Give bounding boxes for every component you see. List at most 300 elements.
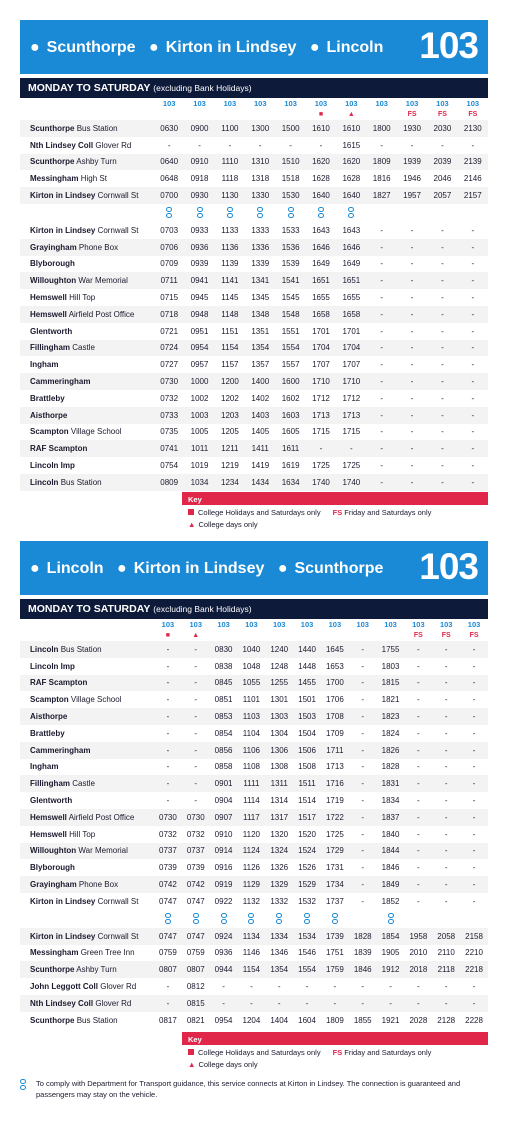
stop-detail: Bus Station (60, 477, 102, 487)
departure-time: 1849 (377, 876, 405, 893)
departure-time: 1132 (242, 896, 260, 906)
departure-time: - (444, 896, 448, 906)
departure-time: 1844 (377, 843, 405, 860)
stop-town: John Leggott Coll (30, 982, 98, 992)
departure-time: - (380, 225, 384, 235)
connection-empty (404, 910, 432, 928)
departure-time: 1704 (336, 340, 366, 357)
departure-time: 1117 (237, 809, 265, 826)
departure-time: 1311 (265, 775, 293, 792)
departure-time: 0747 (182, 928, 210, 945)
stop-name (20, 356, 154, 373)
departure-time: 1751 (325, 948, 344, 958)
timetable-row (20, 995, 488, 1012)
departure-time: 1320 (270, 829, 289, 839)
departure-time: - (410, 461, 414, 471)
departure-time: 0858 (214, 762, 233, 772)
header-spacer (20, 109, 154, 120)
stop-town: Hemswell (30, 829, 67, 839)
connection-chain-icon (237, 910, 265, 928)
departure-time: 1136 (215, 239, 245, 256)
service-marker: FS (441, 632, 451, 639)
departure-time: 1508 (298, 762, 316, 772)
departure-time: - (441, 427, 444, 437)
departure-time: - (460, 809, 488, 826)
timetable-row (20, 440, 488, 457)
stop-detail: Castle (72, 343, 95, 353)
stop-detail: Bus Station (76, 1015, 118, 1025)
departure-time: 0815 (182, 995, 210, 1012)
departure-time: 0941 (184, 272, 214, 289)
departure-time: 1403 (245, 407, 275, 424)
departure-time: - (444, 982, 448, 992)
inbound-route-title (30, 560, 392, 578)
service-number-header: 103 (466, 99, 480, 108)
departure-time: - (397, 373, 427, 390)
departure-time: 1326 (270, 863, 289, 873)
departure-time: - (471, 326, 475, 336)
departure-time: - (265, 995, 293, 1012)
departure-time: 1148 (215, 306, 245, 323)
departure-time: 0856 (210, 742, 238, 759)
departure-time: 1532 (298, 896, 316, 906)
departure-time: 1824 (381, 728, 400, 738)
departure-time: 0900 (184, 120, 214, 137)
departure-time: 0730 (154, 809, 182, 826)
service-number-header: 103 (467, 620, 481, 629)
departure-time: 1139 (221, 259, 239, 269)
bullet-icon: ● (309, 39, 320, 56)
departure-time: - (458, 340, 488, 357)
departure-time: 1834 (381, 796, 400, 806)
service-number-header: 103 (345, 99, 358, 108)
departure-time: 0807 (182, 961, 210, 978)
departure-time: - (471, 259, 475, 269)
departure-time: 1529 (293, 876, 321, 893)
stop-town: Brattleby (30, 393, 65, 403)
departure-time: 1725 (342, 461, 361, 471)
departure-time: 0721 (160, 326, 179, 336)
stop-detail: Phone Box (78, 242, 119, 252)
departure-time: - (458, 272, 488, 289)
departure-time: 1715 (342, 427, 361, 437)
departure-time: - (166, 728, 170, 738)
departure-time: - (404, 809, 432, 826)
key-title: Key (182, 1032, 488, 1045)
departure-time: 1524 (293, 843, 321, 860)
departure-time: 2018 (404, 961, 432, 978)
departure-time: 1815 (377, 675, 405, 692)
departure-time: 0724 (154, 340, 184, 357)
departure-time: 1500 (275, 120, 305, 137)
service-number-header: 103 (314, 99, 328, 108)
departure-time: - (471, 393, 475, 403)
departure-time: - (410, 225, 414, 235)
departure-time: 1518 (281, 174, 300, 184)
inbound-route-banner (20, 541, 488, 595)
departure-time: 1722 (321, 809, 349, 826)
service-number-header: 103 (161, 620, 175, 629)
stop-detail: Castle (72, 779, 95, 789)
departure-time: 1040 (237, 641, 265, 658)
stop-detail: Airfield Post Office (68, 812, 135, 822)
timetable-row (20, 1012, 488, 1029)
connection-chain-icon (182, 910, 210, 928)
outbound-timetable-section (20, 20, 488, 491)
stop-town: Scunthorpe (30, 965, 75, 975)
departure-time: 2139 (458, 154, 488, 171)
stop-town: Kirton in Lindsey (30, 931, 96, 941)
departure-time: 1219 (221, 461, 239, 471)
inbound-timetable-section (20, 541, 488, 1029)
timetable-row (20, 323, 488, 340)
departure-time: - (182, 675, 210, 692)
outbound-route-title (30, 39, 392, 57)
departure-time: 1134 (237, 928, 265, 945)
departure-time: 1003 (184, 407, 214, 424)
departure-time: 1658 (336, 306, 366, 323)
departure-time: 1111 (237, 775, 265, 792)
departure-time: 1354 (265, 961, 293, 978)
departure-time: - (472, 796, 476, 806)
departure-time: 1324 (265, 843, 293, 860)
bullet-icon: ● (30, 560, 40, 577)
departure-time: 0945 (190, 293, 209, 303)
service-marker (265, 630, 293, 641)
stop-name (20, 675, 154, 692)
departure-time: - (404, 742, 432, 759)
departure-time: 2030 (427, 120, 457, 137)
service-number-header: 103 (254, 99, 267, 108)
departure-time: - (380, 259, 384, 269)
departure-time: 1826 (377, 742, 405, 759)
departure-time: 0936 (184, 239, 214, 256)
stop-town: Blyborough (30, 863, 75, 873)
key-row-2 (182, 517, 488, 529)
departure-time: 1205 (221, 427, 239, 437)
departure-time: - (460, 641, 488, 658)
service-marker (184, 109, 214, 120)
departure-time: 1821 (381, 695, 400, 705)
departure-time: 1314 (270, 796, 289, 806)
departure-time: - (417, 896, 420, 906)
departure-time: 1645 (321, 641, 349, 658)
departure-time: - (458, 306, 488, 323)
stop-town: Glentworth (30, 796, 73, 806)
departure-time: 1546 (298, 948, 316, 958)
departure-time: - (380, 360, 384, 370)
timetable-row (20, 137, 488, 154)
departure-time: 0735 (160, 427, 179, 437)
departure-time: 0939 (190, 259, 209, 269)
departure-time: 1739 (321, 928, 349, 945)
departure-time: 0747 (154, 928, 182, 945)
departure-time: 1653 (325, 661, 344, 671)
service-marker (321, 630, 349, 641)
timetable-row (20, 826, 488, 843)
departure-time: - (380, 461, 384, 471)
departure-time: 0910 (184, 154, 214, 171)
departure-time: - (397, 306, 427, 323)
departure-time: 1725 (325, 829, 344, 839)
departure-time: 0715 (160, 293, 179, 303)
departure-time: - (361, 896, 365, 906)
connection-empty (460, 910, 488, 928)
departure-time: 0718 (154, 306, 184, 323)
departure-time: 1145 (221, 293, 239, 303)
departure-time: - (441, 293, 444, 303)
departure-time: - (361, 728, 365, 738)
departure-time: 0742 (182, 876, 210, 893)
stop-detail: Glover Rd (95, 140, 132, 150)
departure-time: - (380, 326, 384, 336)
stop-town: Grayingham (30, 880, 77, 890)
departure-time: 1551 (281, 326, 300, 336)
stop-town: Lincoln (30, 644, 59, 654)
departure-time: - (397, 440, 427, 457)
route-stop-destination: Scunthorpe (294, 560, 384, 577)
departure-time: 1120 (242, 829, 260, 839)
stop-detail: Glover Rd (95, 998, 132, 1008)
departure-time: - (380, 393, 384, 403)
departure-time: 1200 (215, 373, 245, 390)
departure-time: - (404, 775, 432, 792)
departure-time: 1504 (298, 728, 316, 738)
timetable-row (20, 641, 488, 658)
departure-time: - (349, 675, 377, 692)
timetable-row (20, 340, 488, 357)
timetable-row (20, 843, 488, 860)
route-stop-origin: Lincoln (46, 560, 104, 577)
stop-town: Glentworth (30, 326, 73, 336)
departure-time: 1346 (270, 948, 289, 958)
departure-time: - (410, 326, 414, 336)
departure-time: 0954 (214, 1015, 233, 1025)
departure-time: 1541 (275, 272, 305, 289)
departure-time: 1707 (342, 360, 361, 370)
key-row-1 (182, 1045, 488, 1057)
departure-time: - (182, 775, 210, 792)
service-number-header: 103 (384, 620, 397, 629)
departure-time: - (417, 762, 420, 772)
departure-time: 0742 (154, 876, 182, 893)
key-college-days: College days only (198, 1060, 258, 1069)
departure-time: - (427, 272, 457, 289)
departure-time: 1255 (265, 675, 293, 692)
departure-time: - (427, 306, 457, 323)
departure-time: - (417, 661, 420, 671)
service-number-header: 103 (375, 99, 388, 108)
timetable-row (20, 239, 488, 256)
departure-time: - (458, 239, 488, 256)
departure-time: 2028 (409, 1015, 428, 1025)
departure-time: - (166, 661, 170, 671)
departure-time: 1905 (381, 948, 400, 958)
service-number-header: 103 (300, 620, 314, 629)
departure-time: 1731 (325, 863, 344, 873)
stop-town: Scampton (30, 427, 69, 437)
departure-time: 1506 (293, 742, 321, 759)
departure-time: - (460, 843, 488, 860)
service-marker (293, 630, 321, 641)
service-marker: FS (407, 111, 417, 118)
departure-time: 1828 (349, 928, 377, 945)
service-marker: ■ (318, 111, 324, 118)
departure-time: - (166, 695, 170, 705)
departure-time: - (410, 427, 414, 437)
departure-time: - (417, 982, 420, 992)
stop-name (20, 323, 154, 340)
departure-time: - (319, 140, 323, 150)
departure-time: 1339 (251, 259, 270, 269)
departure-time: - (444, 695, 448, 705)
departure-time: 1211 (215, 440, 245, 457)
connection-chain-icon (154, 910, 182, 928)
departure-time: 1534 (293, 928, 321, 945)
key-title: Key (182, 492, 488, 505)
stop-detail: Glover Rd (100, 982, 137, 992)
departure-time: 2110 (437, 948, 455, 958)
departure-time: 2158 (460, 928, 488, 945)
square-marker-icon (188, 509, 194, 515)
stop-name (20, 440, 154, 457)
service-marker (275, 109, 305, 120)
departure-time: - (361, 661, 365, 671)
stop-town: Hemswell (30, 812, 67, 822)
key-college-holidays: College Holidays and Saturdays only (198, 508, 321, 517)
departure-time: 1440 (293, 641, 321, 658)
departure-time: - (182, 641, 210, 658)
departure-time: 0907 (210, 809, 238, 826)
stop-town: Hemswell (30, 293, 67, 303)
departure-time: 0737 (182, 843, 210, 860)
departure-time: 1939 (397, 154, 427, 171)
stop-name (20, 742, 154, 759)
departure-time: - (380, 427, 384, 437)
departure-time: 1651 (306, 272, 336, 289)
departure-time: 2157 (458, 187, 488, 204)
departure-time: 1658 (306, 306, 336, 323)
departure-time: 1019 (190, 461, 209, 471)
service-marker-row (20, 630, 488, 641)
stop-town: Willoughton (30, 276, 77, 286)
route-stop-via: Kirton in Lindsey (133, 560, 265, 577)
stop-town: Hemswell (30, 309, 67, 319)
stop-town: Messingham (30, 174, 79, 184)
departure-time: 0948 (184, 306, 214, 323)
stop-name (20, 256, 154, 273)
departure-time: - (397, 239, 427, 256)
stop-name (20, 289, 154, 306)
stop-town: Scampton (30, 695, 69, 705)
triangle-marker-icon: ▲ (188, 1060, 196, 1069)
connection-chain-icon (215, 204, 245, 222)
timetable-row (20, 742, 488, 759)
inbound-key-box (182, 1032, 488, 1069)
stop-detail: Bus Station (60, 644, 102, 654)
departure-time: - (432, 708, 460, 725)
timetable-row (20, 474, 488, 491)
connection-chain-icon (293, 910, 321, 928)
departure-time: 1651 (336, 272, 366, 289)
departure-time: 1611 (275, 440, 305, 457)
stop-detail: Cornwall St (97, 896, 139, 906)
outbound-route-banner (20, 20, 488, 74)
departure-time: 1357 (251, 360, 270, 370)
timetable-row (20, 154, 488, 171)
departure-time: 1157 (221, 360, 239, 370)
stop-town: Blyborough (30, 259, 75, 269)
key-fs-text: Friday and Saturdays only (344, 508, 432, 517)
departure-time: 0830 (210, 641, 238, 658)
departure-time: 1402 (251, 393, 270, 403)
departure-time: 0730 (182, 809, 210, 826)
departure-time: 0727 (160, 360, 179, 370)
departure-time: - (444, 829, 448, 839)
timetable-row (20, 170, 488, 187)
connection-chain-icon (184, 204, 214, 222)
timetable-row (20, 289, 488, 306)
departure-time: 1126 (242, 863, 260, 873)
departure-time: - (367, 407, 397, 424)
timetable-row (20, 390, 488, 407)
departure-time: - (471, 360, 475, 370)
service-marker (349, 630, 377, 641)
departure-time: - (182, 708, 210, 725)
departure-time: 1615 (342, 140, 361, 150)
departure-time: - (154, 995, 182, 1012)
departure-time: 1958 (404, 928, 432, 945)
departure-time: - (460, 876, 488, 893)
days-of-operation-band (20, 78, 488, 98)
connection-chain-icon (20, 1079, 26, 1091)
stop-detail: Cornwall St (97, 931, 139, 941)
departure-time: - (458, 407, 488, 424)
stop-detail: War Memorial (78, 276, 128, 286)
timetable-row (20, 306, 488, 323)
days-of-operation-note: (excluding Bank Holidays) (153, 83, 252, 93)
departure-time: 1701 (312, 326, 330, 336)
stop-detail: Village School (70, 695, 122, 705)
stop-detail: Airfield Post Office (68, 309, 135, 319)
departure-time: 1110 (215, 154, 245, 171)
service-number-header: 103 (412, 620, 425, 629)
key-row-2 (182, 1057, 488, 1069)
departure-time: - (441, 461, 444, 471)
departure-time: 0759 (159, 948, 177, 958)
departure-time: 1655 (312, 293, 330, 303)
departure-time: 1713 (325, 762, 344, 772)
departure-time: 0851 (214, 695, 233, 705)
departure-time: - (441, 259, 444, 269)
departure-time: 1912 (377, 961, 405, 978)
departure-time: - (349, 641, 377, 658)
departure-time: - (166, 762, 170, 772)
departure-time: 1108 (242, 762, 260, 772)
departure-time: 0821 (186, 1015, 205, 1025)
departure-time: - (432, 775, 460, 792)
stop-town: Lincoln Imp (30, 661, 75, 671)
stop-town: Aisthorpe (30, 712, 68, 722)
outbound-key-box (182, 492, 488, 529)
departure-time: - (361, 762, 365, 772)
stop-name (20, 708, 154, 725)
departure-time: 1411 (245, 440, 275, 457)
service-marker-row (20, 109, 488, 120)
departure-time: - (472, 695, 476, 705)
departure-time: - (410, 293, 414, 303)
departure-time: 1712 (342, 393, 361, 403)
